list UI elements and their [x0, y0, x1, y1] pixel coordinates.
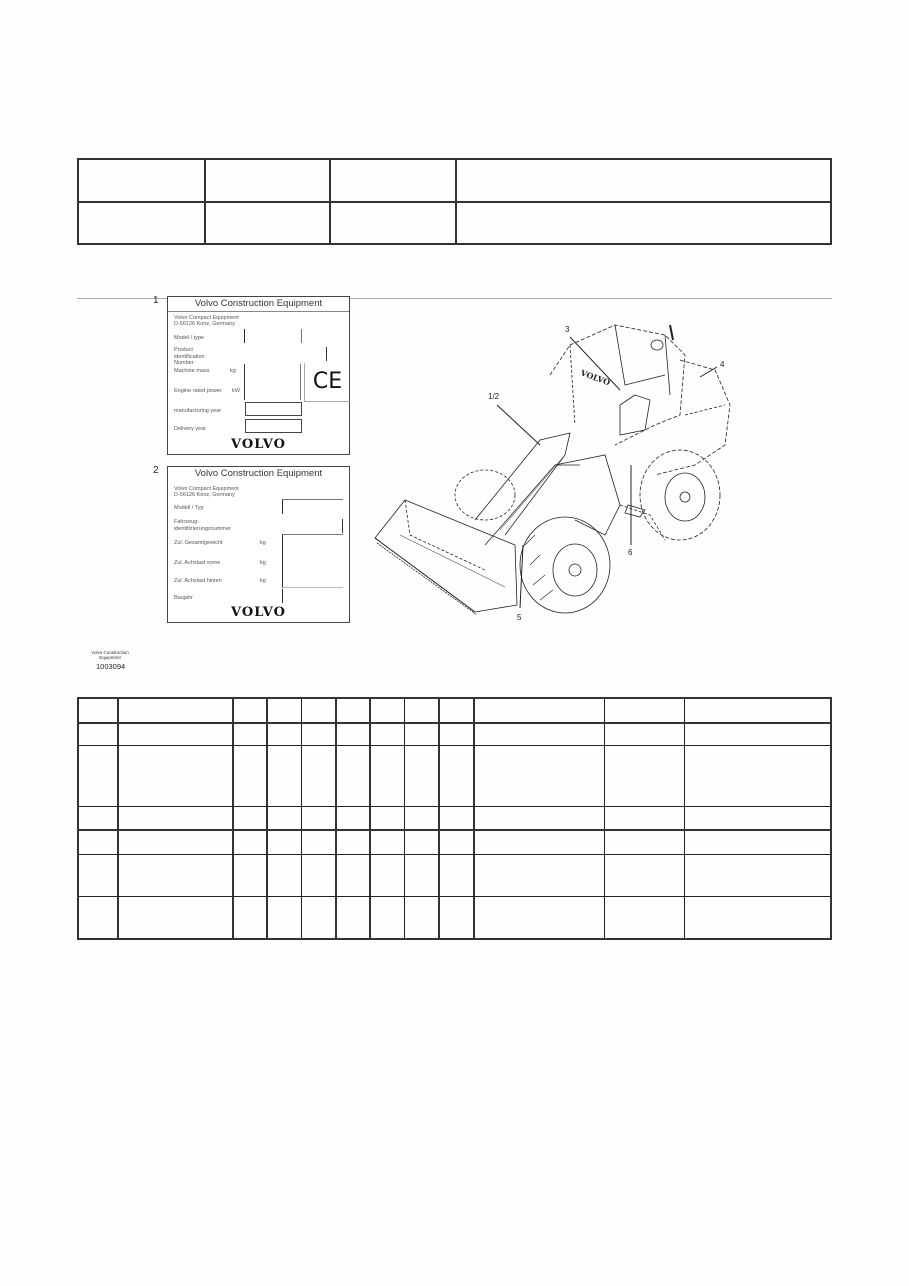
parts-table	[77, 697, 832, 940]
figure-id: 1003094	[96, 662, 126, 671]
callout-1-2: 1/2	[488, 392, 500, 401]
table-divider	[438, 699, 440, 938]
field-box	[244, 382, 301, 400]
header-info-table	[77, 158, 832, 245]
unit-kg: kg	[260, 540, 266, 546]
unit-kw: kW	[232, 388, 240, 394]
table-divider	[79, 854, 830, 855]
table-divider	[473, 699, 475, 938]
volvo-logo: VOLVO	[231, 605, 286, 620]
field-label-delivery-year: Delivery year	[174, 426, 207, 432]
field-box	[282, 589, 283, 603]
plate-address-line1: Volvo Compact Equipment	[174, 315, 239, 321]
callout-6: 6	[628, 548, 633, 557]
table-divider	[604, 699, 605, 938]
field-label-engine-power: Engine rated power	[174, 388, 222, 394]
plate-address-line2: D-56126 Konz, Germany	[174, 321, 235, 327]
table-divider	[301, 699, 302, 938]
field-label-machine-mass: Machine mass	[174, 368, 210, 374]
field-box	[244, 329, 302, 343]
machine-volvo-decal: VOLVO	[579, 367, 612, 388]
table-divider	[684, 699, 685, 938]
wheel-loader-drawing-icon	[365, 305, 740, 630]
field-box	[326, 347, 327, 361]
field-box	[282, 555, 283, 573]
table-divider	[404, 699, 405, 938]
table-divider	[335, 699, 337, 938]
table-divider	[266, 699, 268, 938]
callout-3: 3	[565, 325, 570, 334]
unit-kg: kg	[260, 578, 266, 584]
field-label-achslast-vorne: Zul. Achslast vorne	[174, 560, 221, 566]
field-box	[244, 364, 301, 383]
table-divider	[79, 722, 830, 724]
table-divider	[369, 699, 371, 938]
volvo-logo: VOLVO	[231, 437, 286, 452]
table-divider	[79, 829, 830, 831]
field-label-baujahr: Baujahr	[174, 595, 193, 601]
field-box	[245, 419, 302, 433]
ce-mark-icon: CE	[304, 363, 350, 402]
table-divider	[79, 806, 830, 807]
field-label-model-type: Model / type	[174, 335, 204, 341]
plate-title: Volvo Construction Equipment	[194, 468, 323, 479]
field-label-manufacturing-year: manufacturing year	[174, 408, 222, 414]
caption-brand	[86, 650, 134, 660]
plate-address-line2: D-56126 Konz, Germany	[174, 492, 235, 498]
unit-kg: kg	[260, 560, 266, 566]
field-box	[282, 534, 343, 555]
field-box	[342, 519, 343, 533]
table-divider	[117, 699, 119, 938]
caption-brand-line1: Volvo Construction	[91, 650, 129, 655]
plate-title: Volvo Construction Equipment	[168, 297, 349, 312]
field-label-gesamtgewicht: Zul. Gesamtgewicht	[174, 540, 223, 546]
field-label-fahrzeug-id: Fahrzeug- identifizierungsnummer	[174, 519, 231, 532]
plate-number: 2	[153, 465, 159, 476]
plate-address-line1: Volvo Compact Equipment	[174, 486, 239, 492]
unit-kg: kg	[230, 368, 236, 374]
wheel-loader-illustration	[365, 305, 740, 630]
callout-4: 4	[720, 360, 725, 369]
identification-plate-1	[167, 296, 350, 455]
table-divider	[79, 201, 830, 203]
callout-5: 5	[517, 613, 522, 622]
field-box	[282, 573, 343, 588]
plate-number: 1	[153, 295, 159, 306]
field-label-modell-typ: Modell / Typ	[174, 505, 204, 511]
field-box	[282, 499, 343, 514]
table-divider	[232, 699, 234, 938]
caption-brand-line2: Equipment	[99, 655, 121, 660]
field-label-pin: Product identification Number	[174, 347, 205, 366]
field-label-achslast-hinten: Zul. Achslast hinten	[174, 578, 222, 584]
table-divider	[79, 745, 830, 746]
table-divider	[79, 896, 830, 897]
identification-plate-2	[167, 466, 350, 623]
field-box	[245, 402, 302, 416]
